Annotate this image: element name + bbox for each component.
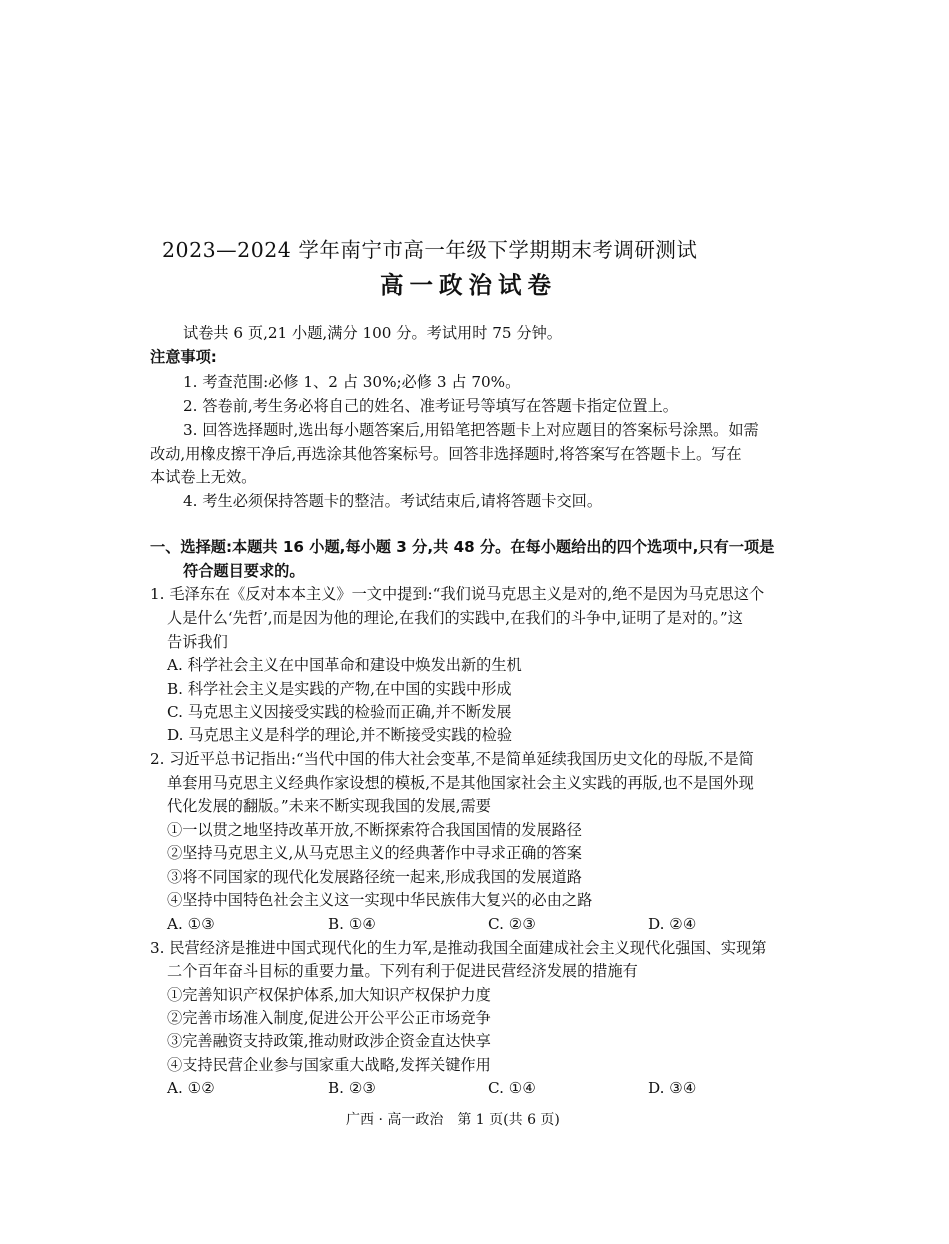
notice-item: 2. 答卷前,考生务必将自己的姓名、准考证号等填写在答题卡指定位置上。 [183, 397, 678, 415]
question-3-item: ②完善市场准入制度,促进公开公平公正市场竞争 [167, 1009, 491, 1027]
question-3-choice-a: A. ①② [167, 1079, 215, 1097]
question-2-choice-c: C. ②③ [488, 915, 536, 933]
question-2-stem: 2. 习近平总书记指出:“当代中国的伟大社会变革,不是简单延续我国历史文化的母版,不是简 [150, 750, 754, 768]
question-3-choice-b: B. ②③ [328, 1079, 377, 1097]
question-2-item: ④坚持中国特色社会主义这一实现中华民族伟大复兴的必由之路 [167, 891, 593, 909]
question-1-stem: 人是什么‘先哲’,而是因为他的理论,在我们的实践中,在我们的斗争中,证明了是对的。”这 [167, 609, 743, 627]
question-3-choice-c: C. ①④ [488, 1079, 536, 1097]
question-3-item: ③完善融资支持政策,推动财政涉企资金直达快享 [167, 1032, 491, 1050]
exam-title: 2023—2024 学年南宁市高一年级下学期期末考调研测试 [162, 238, 698, 262]
notice-item: 4. 考生必须保持答题卡的整洁。考试结束后,请将答题卡交回。 [183, 492, 603, 510]
question-2-item: ②坚持马克思主义,从马克思主义的经典著作中寻求正确的答案 [167, 844, 582, 862]
question-1-stem: 告诉我们 [167, 633, 228, 651]
question-1-option-a: A. 科学社会主义在中国革命和建设中焕发出新的生机 [167, 656, 522, 674]
section-heading-cont: 符合题目要求的。 [183, 562, 305, 580]
question-1-option-b: B. 科学社会主义是实践的产物,在中国的实践中形成 [167, 680, 512, 698]
question-3-item: ④支持民营企业参与国家重大战略,发挥关键作用 [167, 1056, 491, 1074]
notice-item: 3. 回答选择题时,选出每小题答案后,用铅笔把答题卡上对应题目的答案标号涂黑。如需 [183, 421, 759, 439]
question-3-choice-d: D. ③④ [648, 1079, 697, 1097]
question-3-item: ①完善知识产权保护体系,加大知识产权保护力度 [167, 986, 491, 1004]
notice-item: 本试卷上无效。 [150, 468, 257, 486]
question-3-stem: 3. 民营经济是推进中国式现代化的生力军,是推动我国全面建成社会主义现代化强国、实现第 [150, 939, 767, 957]
question-1-option-d: D. 马克思主义是科学的理论,并不断接受实践的检验 [167, 726, 513, 744]
question-3-stem: 二个百年奋斗目标的重要力量。下列有利于促进民营经济发展的措施有 [167, 962, 638, 980]
notice-item: 1. 考查范围:必修 1、2 占 30%;必修 3 占 70%。 [183, 373, 521, 391]
question-2-choice-a: A. ①③ [167, 915, 215, 933]
question-2-choice-b: B. ①④ [328, 915, 377, 933]
question-2-stem: 单套用马克思主义经典作家设想的模板,不是其他国家社会主义实践的再版,也不是国外现 [167, 774, 754, 792]
question-1-stem: 1. 毛泽东在《反对本本主义》一文中提到:“我们说马克思主义是对的,绝不是因为马克思这个 [150, 585, 765, 603]
notice-heading: 注意事项: [150, 348, 217, 366]
question-2-choice-d: D. ②④ [648, 915, 697, 933]
question-2-stem: 代化发展的翻版。”未来不断实现我国的发展,需要 [167, 797, 491, 815]
page-footer: 广西 · 高一政治 第 1 页(共 6 页) [346, 1112, 560, 1128]
question-2-item: ①一以贯之地坚持改革开放,不断探索符合我国国情的发展路径 [167, 821, 582, 839]
question-2-item: ③将不同国家的现代化发展路径统一起来,形成我国的发展道路 [167, 868, 582, 886]
section-heading: 一、选择题:本题共 16 小题,每小题 3 分,共 48 分。在每小题给出的四个选项中,只有一项是 [150, 538, 775, 556]
exam-info: 试卷共 6 页,21 小题,满分 100 分。考试用时 75 分钟。 [183, 324, 562, 342]
notice-item: 改动,用橡皮擦干净后,再选涂其他答案标号。回答非选择题时,将答案写在答题卡上。写在 [150, 445, 742, 463]
question-1-option-c: C. 马克思主义因接受实践的检验而正确,并不断发展 [167, 703, 512, 721]
exam-subtitle: 高一政治试卷 [380, 271, 557, 299]
